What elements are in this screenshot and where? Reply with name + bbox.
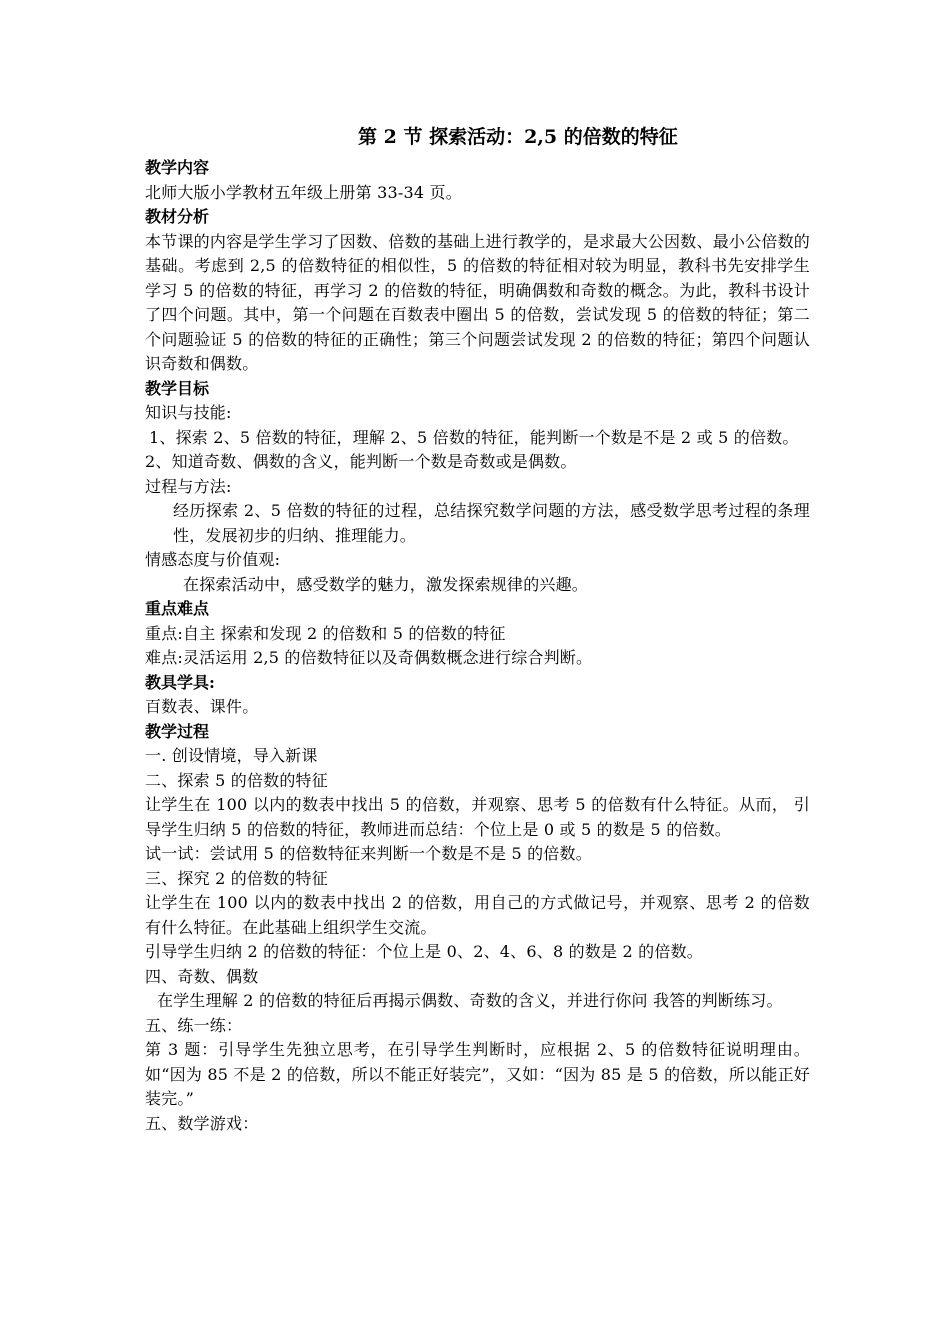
goals-process-text: 经历探索 2、5 倍数的特征的过程，总结探究数学问题的方法，感受数学思考过程的条理性，发展初步的归纳、推理能力。 <box>173 501 810 545</box>
heading-teaching-process: 教学过程 <box>145 721 210 741</box>
goals-emotion-text: 在探索活动中，感受数学的魅力，激发探索规律的兴趣。 <box>183 574 589 594</box>
process-step-1: 一. 创设情境，导入新课 <box>145 746 318 765</box>
heading-material-analysis: 教材分析 <box>145 207 210 226</box>
material-analysis-text: 本节课的内容是学生学习了因数、倍数的基础上进行教学的，是求最大公因数、最小公倍数的基础。考虑到 2,5 的倍数特征的相似性，5 的倍数的特征相对较为明显，教科书先安排学生学习 5 的倍数的特征，再学习 2 的倍数的特征，明确偶数和奇数的概念。为此，教科书设计了四个问题。其中，第一个问题在百数表中圈出 5 的倍数，尝试发现 5 的倍数的特征；第二个问题验证 5 的倍数的特征的正确性；第三个问题尝试发现 2 的倍数的特征；第四个问题认识奇数和偶数。 <box>145 231 810 373</box>
heading-teaching-content: 教学内容 <box>145 158 210 177</box>
key-point-text: 重点:自主 探索和发现 2 的倍数和 5 的倍数的特征 <box>145 623 506 643</box>
process-step-2-text-1: 让学生在 100 以内的数表中找出 5 的倍数，并观察、思考 5 的倍数有什么特征。从而， 引导学生归纳 5 的倍数的特征，教师进而总结：个位上是 0 或 5 的数是 5 的倍数。 <box>145 795 810 839</box>
heading-key-points: 重点难点 <box>145 599 210 618</box>
process-step-4: 四、奇数、偶数 <box>145 966 259 986</box>
process-step-3-text-2: 引导学生归纳 2 的倍数的特征：个位上是 0、2、4、6、8 的数是 2 的倍数。 <box>145 942 703 961</box>
process-step-2-text-2: 试一试：尝试用 5 的倍数特征来判断一个数是不是 5 的倍数。 <box>145 844 592 863</box>
difficult-point-text: 难点:灵活运用 2,5 的倍数特征以及奇偶数概念进行综合判断。 <box>145 648 593 667</box>
goals-knowledge-label: 知识与技能: <box>145 403 232 422</box>
heading-teaching-tools: 教具学具: <box>145 672 215 692</box>
process-step-5-text: 第 3 题：引导学生先独立思考，在引导学生判断时，应根据 2、5 的倍数特征说明理由。如“因为 85 不是 2 的倍数，所以不能正好装完”，又如：“因为 85 是 5 的倍数，所以能正好装完。” <box>145 1040 810 1108</box>
goals-knowledge-item-1: 1、探索 2、5 倍数的特征，理解 2、5 倍数的特征，能判断一个数是不是 2 或 5 的倍数。 <box>149 427 799 447</box>
goals-knowledge-item-2: 2、知道奇数、偶数的含义，能判断一个数是奇数或是偶数。 <box>145 452 577 471</box>
process-step-5: 五、练一练： <box>145 1015 243 1035</box>
process-step-2: 二、探索 5 的倍数的特征 <box>145 770 328 790</box>
goals-emotion-label: 情感态度与价值观: <box>145 550 281 569</box>
process-step-6: 五、数学游戏： <box>145 1113 259 1133</box>
document-page <box>145 122 810 1136</box>
goals-process-label: 过程与方法: <box>145 476 232 496</box>
process-step-3: 三、探究 2 的倍数的特征 <box>145 868 328 888</box>
teaching-tools-text: 百数表、课件。 <box>145 697 259 716</box>
document-title: 第 2 节 探索活动：2,5 的倍数的特征 <box>358 126 678 148</box>
teaching-content-text: 北师大版小学教材五年级上册第 33-34 页。 <box>145 182 462 202</box>
process-step-3-text-1: 让学生在 100 以内的数表中找出 2 的倍数，用自己的方式做记号，并观察、思考 2 的倍数有什么特征。在此基础上组织学生交流。 <box>145 893 810 937</box>
heading-teaching-goals: 教学目标 <box>145 378 210 398</box>
process-step-4-text: 在学生理解 2 的倍数的特征后再揭示偶数、奇数的含义，并进行你问 我答的判断练习。 <box>157 991 783 1010</box>
